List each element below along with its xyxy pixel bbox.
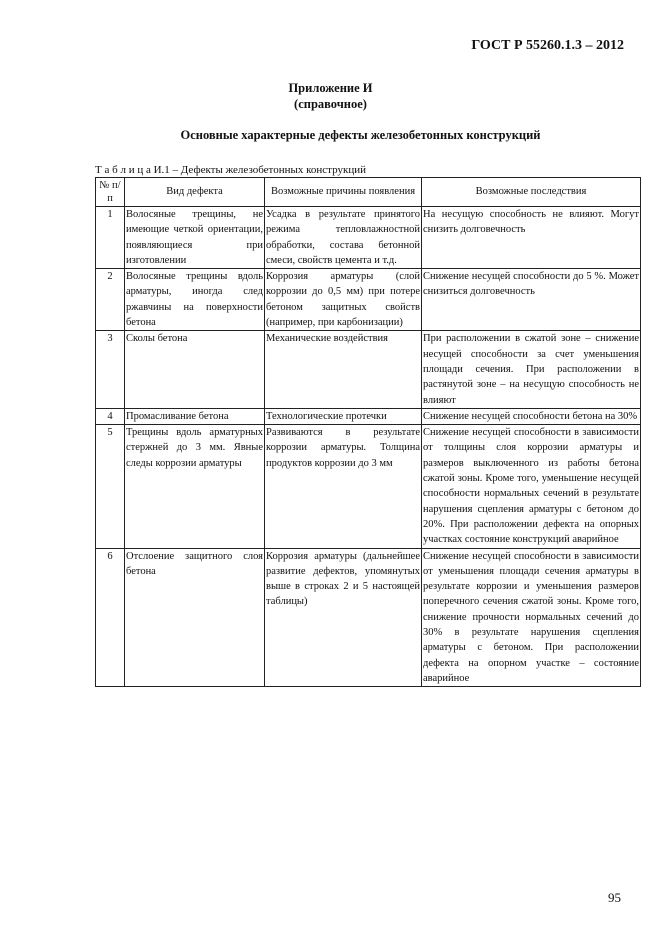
row-consequences: Снижение несущей способности до 5 %. Может снизиться долговечность xyxy=(422,269,641,331)
row-causes: Технологические протечки xyxy=(265,408,422,424)
defects-table xyxy=(95,177,641,687)
row-num: 3 xyxy=(96,331,125,408)
row-causes: Развиваются в результате коррозии арматуры. Толщина продуктов коррозии до 3 мм xyxy=(265,425,422,548)
row-defect: Промасливание бетона xyxy=(125,408,265,424)
table-row xyxy=(96,331,641,408)
appendix-heading xyxy=(0,80,661,112)
row-causes: Механические воздействия xyxy=(265,331,422,408)
section-title: Основные характерные дефекты железобетонных конструкций xyxy=(180,128,541,142)
row-causes: Коррозия арматуры (слой коррозии до 0,5 мм) при потере бетоном защитных свойств (например, при карбонизации) xyxy=(265,269,422,331)
row-num: 4 xyxy=(96,408,125,424)
table-row xyxy=(96,269,641,331)
table-header-row xyxy=(96,178,641,207)
table-row xyxy=(96,207,641,269)
row-consequences: При расположении в сжатой зоне – снижение несущей способности за счет уменьшения площади сечения. При расположении в растянутой зоне – на несущую способность не влияют xyxy=(422,331,641,408)
row-num: 6 xyxy=(96,548,125,687)
row-num: 5 xyxy=(96,425,125,548)
row-consequences: На несущую способность не влияют. Могут снизить долговечность xyxy=(422,207,641,269)
row-consequences: Снижение несущей способности в зависимости от толщины слоя коррозии арматуры и размеров выключенного из работы бетона сжатой зоны. Кроме того, уменьшение несущей способности нормальных сечений в результате нарушения сцепления арматуры с бетоном до 20%. При расположении дефекта на опорных участках состояние конструкций аварийное xyxy=(422,425,641,548)
header-num: № п/п xyxy=(96,178,125,207)
table-caption: Т а б л и ц а И.1 – Дефекты железобетонных конструкций xyxy=(95,164,366,176)
table-row xyxy=(96,425,641,548)
row-defect: Отслоение защитного слоя бетона xyxy=(125,548,265,687)
table-row xyxy=(96,408,641,424)
document-code: ГОСТ Р 55260.1.3 – 2012 xyxy=(471,38,624,53)
row-defect: Трещины вдоль арматурных стержней до 3 мм. Явные следы коррозии арматуры xyxy=(125,425,265,548)
row-defect: Волосяные трещины, не имеющие четкой ориентации, появляющиеся при изготовлении xyxy=(125,207,265,269)
row-consequences: Снижение несущей способности бетона на 30% xyxy=(422,408,641,424)
row-causes: Коррозия арматуры (дальнейшее развитие дефектов, упомянутых выше в строках 2 и 5 настоящей таблицы) xyxy=(265,548,422,687)
appendix-subtitle: (справочное) xyxy=(294,97,367,111)
header-defect: Вид дефекта xyxy=(125,178,265,207)
row-num: 1 xyxy=(96,207,125,269)
row-num: 2 xyxy=(96,269,125,331)
row-defect: Волосяные трещины вдоль арматуры, иногда след ржавчины на поверхности бетона xyxy=(125,269,265,331)
appendix-title: Приложение И xyxy=(288,81,373,95)
header-consequences: Возможные последствия xyxy=(422,178,641,207)
page-number: 95 xyxy=(608,890,621,905)
row-defect: Сколы бетона xyxy=(125,331,265,408)
row-causes: Усадка в результате принятого режима тепловлажностной обработки, состава бетонной смеси, свойств цемента и т.д. xyxy=(265,207,422,269)
header-causes: Возможные причины появления xyxy=(265,178,422,207)
row-consequences: Снижение несущей способности в зависимости от уменьшения площади сечения арматуры в результате коррозии и уменьшения размеров поперечного сечения сжатой зоны. Кроме того, снижение прочности нормальных сечений до 30% в результате нарушения сцепления арматуры с бетоном. При расположении дефекта на опорном участке – состояние аварийное xyxy=(422,548,641,687)
table-row xyxy=(96,548,641,687)
